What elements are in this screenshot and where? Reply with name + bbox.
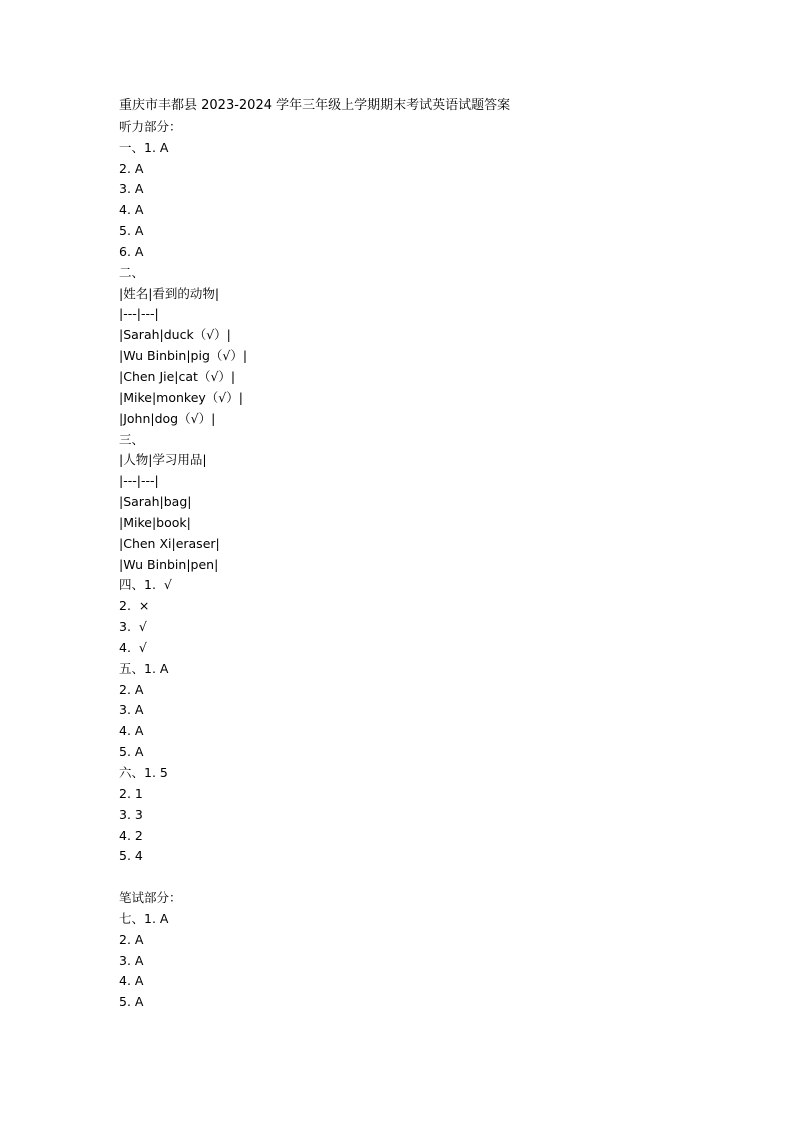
- text-line: 2. A: [119, 681, 144, 697]
- text-line: 3. A: [119, 952, 144, 968]
- text-line: 听力部分：: [119, 118, 182, 134]
- text-line: 3. A: [119, 181, 144, 197]
- text-line: |Wu Binbin|pig（√）|: [119, 348, 248, 364]
- text-line: 3. 3: [119, 806, 143, 822]
- text-line: 4. A: [119, 723, 144, 739]
- text-line: |人物|学习用品|: [119, 452, 207, 468]
- answer-content: [119, 96, 719, 1013]
- blank-line: [119, 867, 719, 888]
- text-line: |Sarah|bag|: [119, 494, 192, 510]
- text-line: |Mike|monkey（√）|: [119, 389, 243, 405]
- document-title: 重庆市丰都县 2023-2024 学年三年级上学期期末考试英语试题答案: [119, 98, 511, 113]
- text-line: 二、: [119, 264, 145, 280]
- listening-section: [119, 117, 719, 867]
- text-line: |John|dog（√）|: [119, 410, 216, 426]
- text-line: |---|---|: [119, 473, 159, 489]
- text-line: |Mike|book|: [119, 514, 191, 530]
- written-section: [119, 888, 719, 1013]
- text-line: 一、1. A: [119, 139, 169, 155]
- text-line: 2. A: [119, 160, 144, 176]
- text-line: |Sarah|duck（√）|: [119, 327, 231, 343]
- text-line: |Chen Jie|cat（√）|: [119, 368, 236, 384]
- text-line: 3. √: [119, 619, 147, 635]
- text-line: 3. A: [119, 702, 144, 718]
- text-line: 5. A: [119, 994, 144, 1010]
- text-line: 5. 4: [119, 848, 143, 864]
- text-line: |---|---|: [119, 306, 159, 322]
- text-line: 2. A: [119, 931, 144, 947]
- text-line: 5. A: [119, 223, 144, 239]
- text-line: 4. 2: [119, 827, 143, 843]
- text-line: 6. A: [119, 243, 144, 259]
- text-line: 2. ×: [119, 598, 150, 614]
- text-line: 五、1. A: [119, 660, 169, 676]
- text-line: 4. A: [119, 973, 144, 989]
- text-line: 4. √: [119, 639, 147, 655]
- text-line: 六、1. 5: [119, 765, 168, 780]
- text-line: 三、: [119, 431, 145, 447]
- text-line: 4. A: [119, 202, 144, 218]
- text-line: |Wu Binbin|pen|: [119, 556, 219, 572]
- text-line: 5. A: [119, 744, 144, 760]
- text-line: 笔试部分：: [119, 890, 182, 906]
- text-line: |Chen Xi|eraser|: [119, 535, 220, 551]
- text-line: 2. 1: [119, 785, 143, 801]
- text-line: 七、1. A: [119, 910, 169, 926]
- text-line: 四、1. √: [119, 577, 172, 593]
- text-line: |姓名|看到的动物|: [119, 285, 220, 301]
